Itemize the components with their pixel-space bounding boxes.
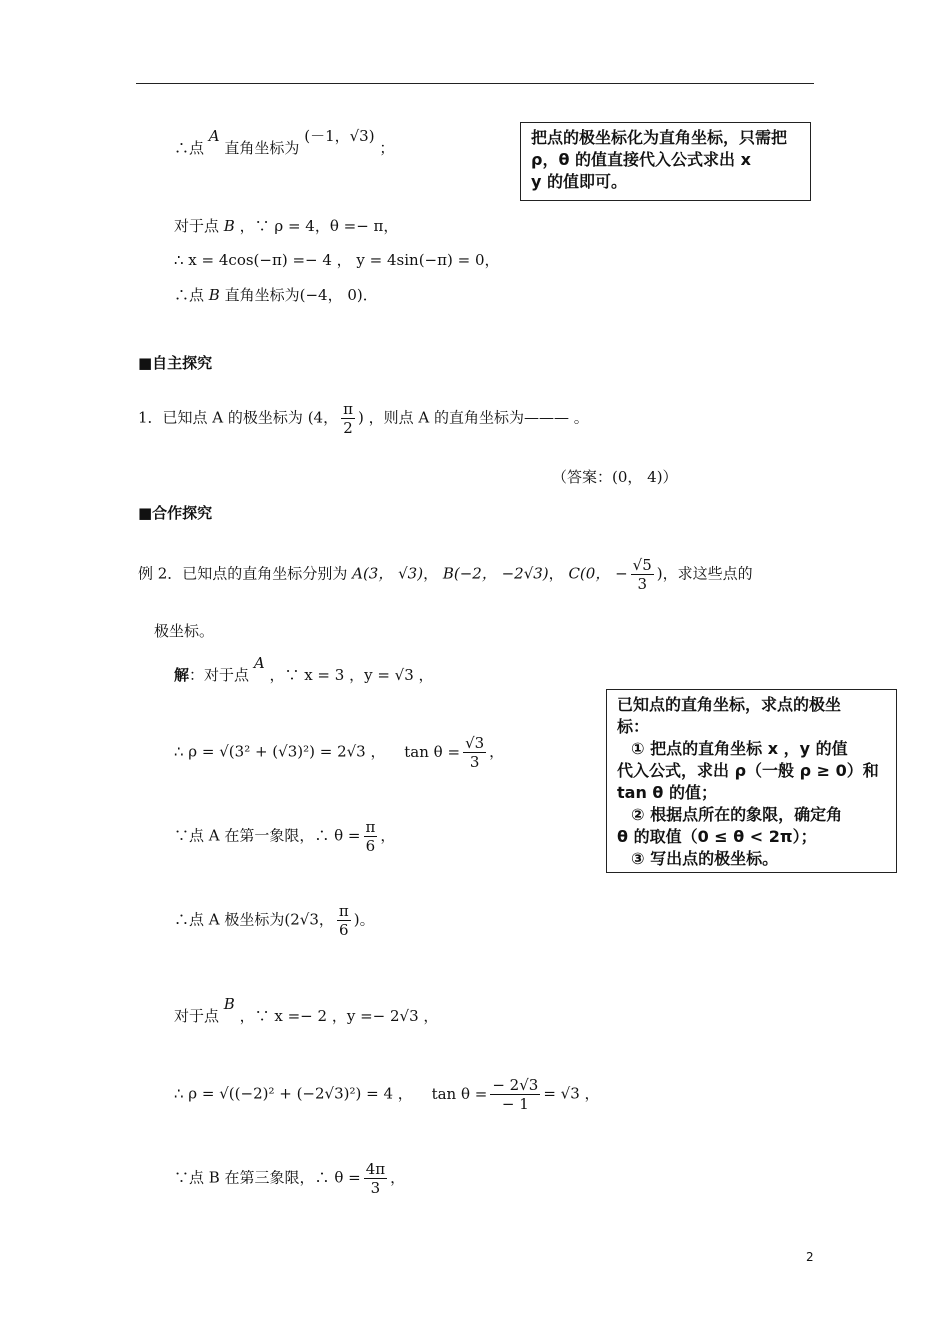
page-number: 2 (806, 1250, 814, 1264)
fraction-numerator: π (343, 400, 353, 418)
example-2-tail: ，求这些点的 (662, 564, 753, 583)
section-coop-exploration: ■合作探究 (138, 504, 213, 522)
hint-box-polar-to-rect (520, 122, 811, 201)
hint-line: 代入公式，求出 ρ（一般 ρ ≥ 0）和 (617, 761, 879, 780)
hint-line: 标： (617, 717, 650, 736)
point-b-result-line (174, 285, 378, 305)
point-b-label: B (223, 217, 235, 235)
hint-step-1: ① 把点的直角坐标 x ，y 的值 (631, 739, 848, 758)
solution-a-rho-line: ∴ ρ = √(3² + (√3)²) = 2√3 ， tan θ = $\frac{√3}{3}$ ， (174, 734, 505, 771)
hint-line: 把点的极坐标化为直角坐标，只需把 (531, 128, 788, 147)
point-a-result-line (174, 127, 395, 158)
solution-a-given-line (174, 654, 434, 685)
fraction-numerator: − 2√3 (492, 1076, 539, 1094)
fraction-denominator: 3 (370, 1179, 381, 1197)
pi-over-2-fraction (341, 400, 355, 437)
solution-b-rho: ∴ ρ = √((−2)² + (−2√3)²) = 4 ， (174, 1084, 413, 1103)
fraction-numerator: √5 (632, 556, 652, 574)
polar-close: )。 (353, 910, 375, 929)
question-1-text: 1．已知点 A 的极坐标为 (138, 408, 303, 427)
tan-fraction (463, 734, 486, 771)
fraction-denominator: − 1 (501, 1095, 529, 1113)
hint-box-rect-to-polar (606, 689, 897, 873)
fraction-numerator: 4π (365, 1160, 386, 1178)
tan-label: tan θ = (431, 1084, 488, 1103)
for-point-label: 对于点 (174, 1007, 220, 1025)
tan-label: tan θ = (404, 742, 461, 761)
sqrt5-over-3-fraction (631, 556, 654, 593)
solution-a-rho: ∴ ρ = √(3² + (√3)²) = 2√3 ， (174, 742, 386, 761)
point-b-label: B (208, 286, 220, 304)
hint-line: y 的值即可。 (531, 172, 628, 191)
example-2-text: 例 2．已知点的直角坐标分别为 (138, 564, 348, 583)
theta-fraction (364, 818, 378, 855)
question-1 (138, 400, 589, 437)
point-b-given-line (174, 216, 398, 236)
coord-open: (4， (307, 408, 339, 427)
section-self-exploration: ■自主探究 (138, 354, 213, 372)
point-b-calc-line: ∴ x = 4cos(−π) =− 4 ， y = 4sin(−π) = 0， (174, 251, 500, 269)
example-2-tail-line: 极坐标。 (154, 622, 215, 640)
point-a-coord: (－1，√3) (304, 127, 375, 145)
point-b-rect: B(−2， −2√3) (442, 564, 549, 583)
hint-step-3: ③ 写出点的极坐标。 (631, 849, 779, 868)
point-b-result: 直角坐标为(−4， 0)． (224, 286, 378, 304)
fraction-numerator: π (338, 902, 349, 920)
solution-a-quadrant: ∵点 A 在第一象限，∴ θ = (174, 826, 361, 845)
point-b-given: ，∵ ρ = 4，θ =− π， (239, 217, 399, 235)
solution-b-given: ，∵ x =− 2 ，y =− 2√3 ， (239, 1007, 439, 1025)
solution-a-quadrant-line: ∵点 A 在第一象限，∴ θ = $\frac{\pi}{6}$ ， (174, 818, 396, 855)
question-1-tail: ，则点 A 的直角坐标为——— 。 (368, 408, 589, 427)
comma: ， (390, 1168, 406, 1187)
solution-a-polar: ∴点 A 极坐标为(2√3， (174, 910, 334, 929)
for-point-label: 对于点 (174, 217, 220, 235)
header-rule (136, 83, 814, 84)
point-a-label: A (253, 654, 265, 672)
point-c-open: C(0， − (568, 564, 628, 583)
fraction-numerator: π (365, 818, 376, 836)
hint-line: ρ，θ 的值直接代入公式求出 x (531, 150, 751, 169)
fraction-denominator: 3 (469, 753, 480, 771)
fraction-numerator: √3 (465, 734, 485, 752)
semicolon: ； (379, 139, 395, 157)
example-2: 例 2．已知点的直角坐标分别为 A(3， √3)， B(−2， −2√3)， C(0， − $\frac{√5}{3}$ )，求这些点的 (138, 556, 753, 593)
solution-b-quadrant-line (174, 1160, 405, 1197)
solution-b-given-line (174, 995, 439, 1026)
tan-fraction (490, 1076, 540, 1113)
point-c-close: ) (656, 564, 663, 583)
fraction-denominator: 6 (339, 921, 349, 939)
hint-line: 已知点的直角坐标，求点的极坐 (617, 695, 842, 714)
therefore-prefix: ∴点 (174, 286, 205, 304)
solution-b-rho-line (174, 1076, 600, 1113)
fraction-denominator: 2 (343, 419, 353, 437)
point-a-label: A (208, 127, 220, 145)
hint-line: θ 的取值（0 ≤ θ < 2π）； (617, 827, 817, 846)
hint-line: tan θ 的值； (617, 783, 717, 802)
hint-step-2: ② 根据点所在的象限，确定角 (631, 805, 843, 824)
theta-fraction (364, 1160, 387, 1197)
solution-a-polar-line (174, 902, 375, 939)
solution-a-given: ，∵ x = 3 ，y = √3 ， (269, 666, 434, 684)
point-a-rect: A(3， √3) (352, 564, 424, 583)
therefore-prefix: ∴点 (174, 139, 205, 157)
fraction-denominator: 6 (365, 837, 376, 855)
coord-close: ) (357, 408, 364, 427)
rect-coord-label: 直角坐标为 (224, 139, 300, 157)
solution-b-quadrant: ∵点 B 在第三象限，∴ θ = (174, 1168, 361, 1187)
fraction-denominator: 3 (637, 575, 647, 593)
for-point-label: ：对于点 (189, 666, 250, 684)
tan-result: = √3 ， (543, 1084, 600, 1103)
point-b-label: B (223, 995, 235, 1013)
question-1-answer: （答案：(0， 4)） (552, 468, 678, 486)
solution-label: 解 (174, 666, 190, 684)
polar-angle-fraction (337, 902, 351, 939)
